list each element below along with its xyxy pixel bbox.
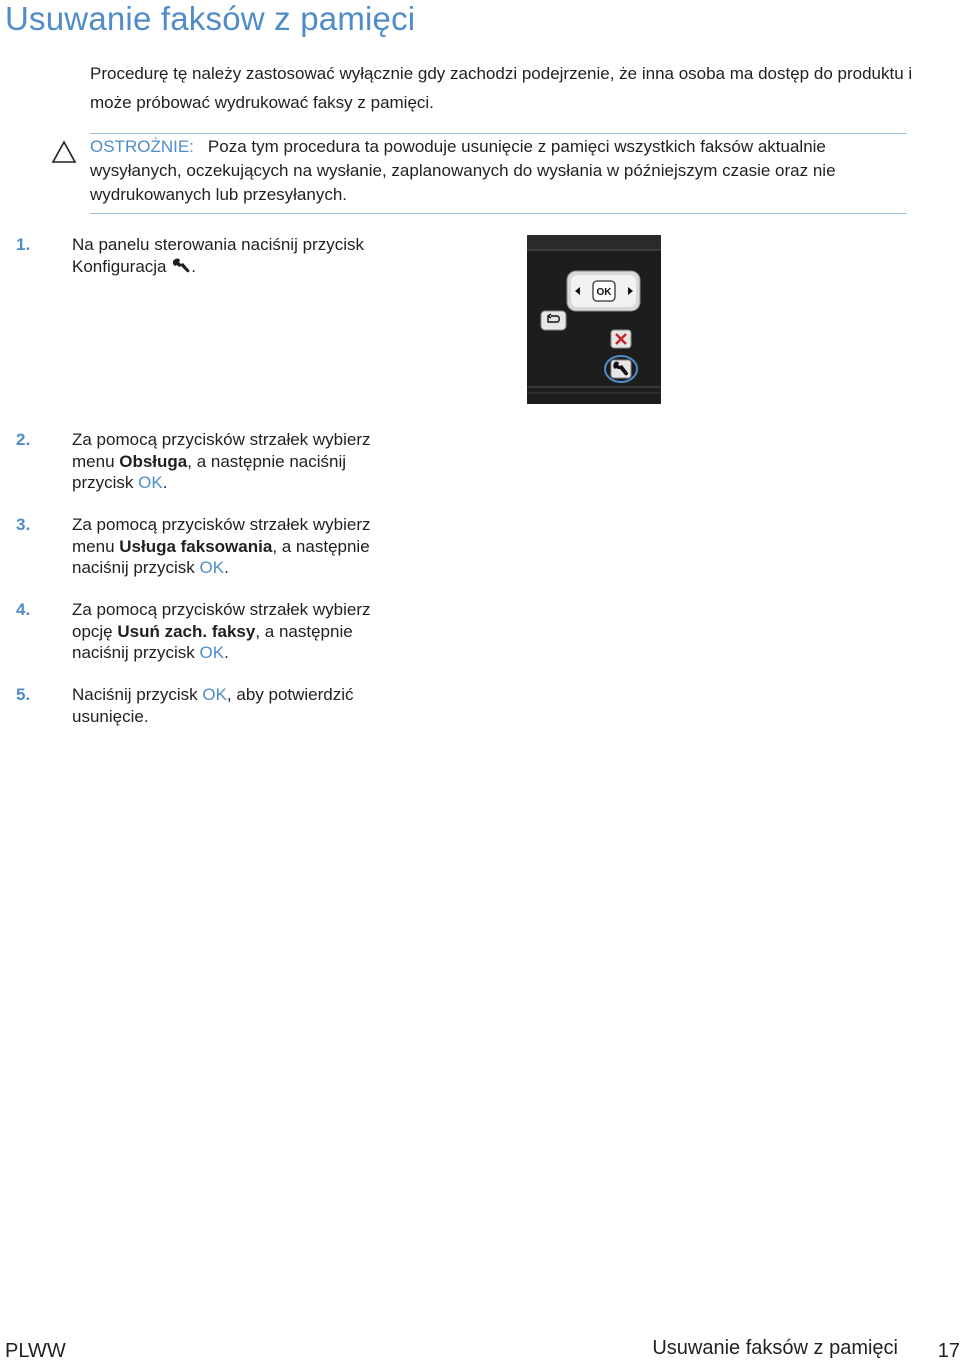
- step-text-mid: , a następnie naciśnij przycisk: [72, 621, 353, 662]
- option-name: Usuń zach. faksy: [117, 621, 256, 641]
- step-text: Na panelu sterowania naciśnij przycisk Konfiguracja: [72, 235, 364, 276]
- step-text: Za pomocą przycisków strzałek wybierz opcję: [72, 600, 371, 641]
- ok-button-ref: OK: [199, 558, 225, 577]
- step-4: [16, 599, 412, 664]
- ok-button-ref: OK: [138, 473, 163, 492]
- step-number: 3.: [16, 515, 31, 534]
- step-1: [16, 234, 412, 277]
- menu-name: Obsługa: [119, 451, 188, 471]
- step-3: [16, 514, 412, 579]
- step-number: 2.: [16, 430, 31, 449]
- step-number: 5.: [16, 685, 31, 704]
- caution-note: [90, 133, 907, 214]
- warning-triangle-icon: [51, 140, 77, 164]
- page-number: 17: [937, 1340, 960, 1362]
- step-text-mid: , a następnie naciśnij przycisk: [72, 451, 347, 492]
- footer-section-title: Usuwanie faksów z pamięci: [652, 1337, 898, 1359]
- step-text-end: .: [224, 558, 229, 577]
- step-5: [16, 684, 412, 727]
- cancel-button[interactable]: [611, 330, 631, 348]
- step-text-end: .: [224, 643, 229, 662]
- step-number: 4.: [16, 600, 31, 619]
- page-title: Usuwanie faksów z pamięci: [5, 0, 416, 37]
- step-text-mid: , a następnie naciśnij przycisk: [72, 536, 370, 577]
- step-text-end: .: [191, 256, 196, 276]
- step-2: [16, 429, 412, 494]
- step-text: Naciśnij przycisk: [72, 685, 203, 704]
- step-text-end: .: [162, 473, 168, 492]
- back-button[interactable]: [541, 311, 566, 330]
- ok-button-ref: OK: [199, 643, 225, 662]
- ok-button[interactable]: [593, 281, 615, 301]
- intro-paragraph: Procedurę tę należy zastosować wyłącznie gdy zachodzi podejrzenie, że inna osoba ma dostęp do produktu i może próbować wydrukować faksy z pamięci.: [90, 64, 913, 112]
- caution-text: Poza tym procedura ta powoduje usunięcie z pamięci wszystkich faksów aktualnie wysyłanych, oczekujących na wysłanie, zaplanowanych do wysłania w późniejszym czasie oraz nie wydrukowanych lub przesyłanych.: [90, 137, 836, 204]
- menu-name: Usługa faksowania: [119, 536, 273, 556]
- step-text-end: , aby potwierdzić usunięcie.: [72, 685, 354, 726]
- wrench-icon: [171, 257, 191, 275]
- ok-label: OK: [596, 287, 612, 298]
- footer-locale: PLWW: [5, 1340, 66, 1362]
- step-number: 1.: [16, 235, 31, 254]
- step-text: Za pomocą przycisków strzałek wybierz menu: [72, 430, 371, 471]
- control-panel-illustration: [527, 235, 661, 404]
- step-text: Za pomocą przycisków strzałek wybierz menu: [72, 515, 371, 556]
- ok-button-ref: OK: [202, 685, 227, 704]
- caution-label: OSTROŻNIE:: [90, 137, 194, 156]
